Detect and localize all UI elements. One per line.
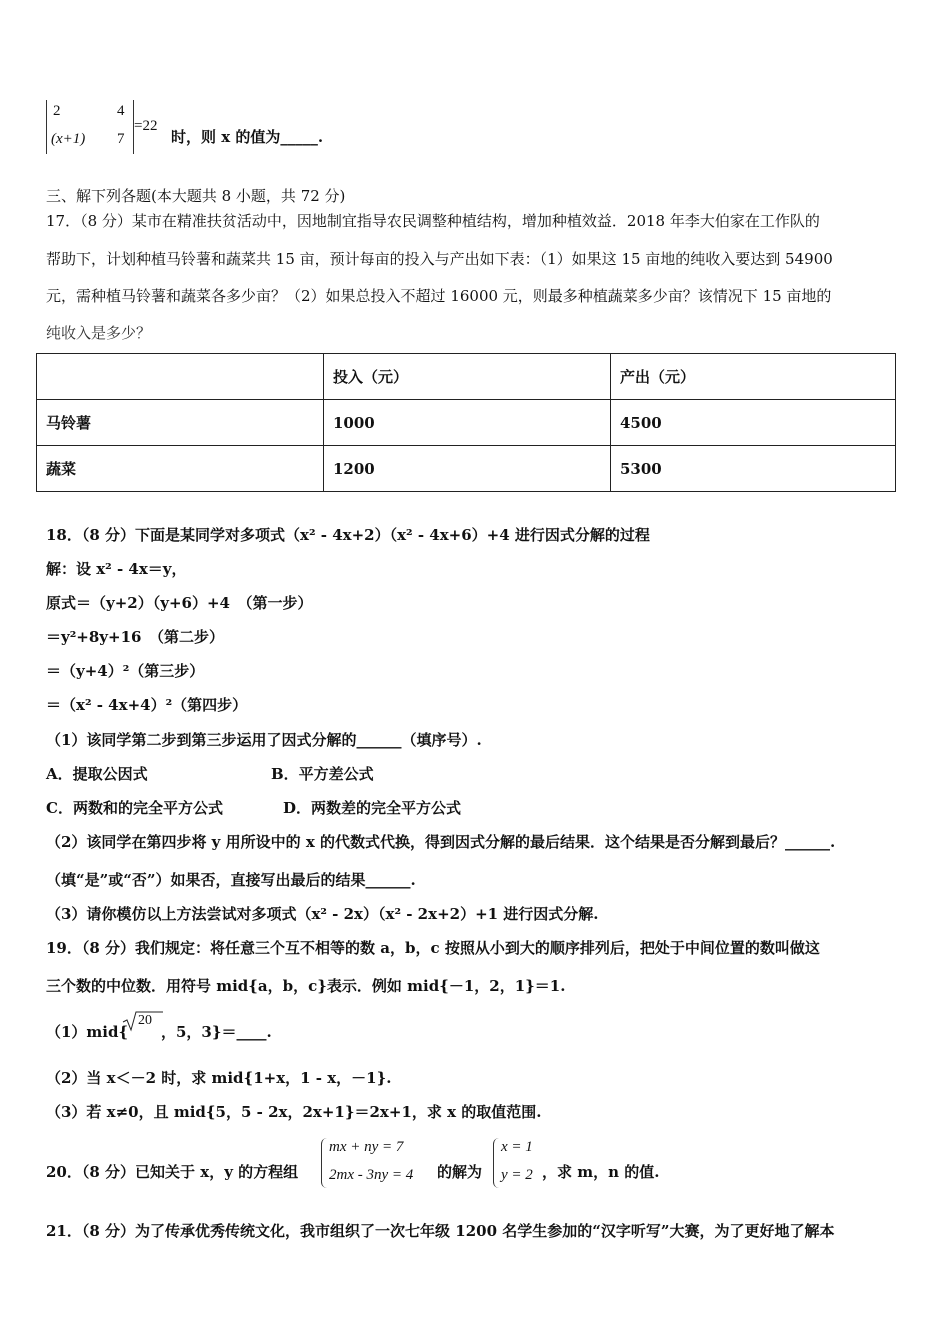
q19-line5: （3）若 x≠0，且 mid{5，5 - 2x，2x+1}＝2x+1，求 x 的取值范围. bbox=[46, 1103, 542, 1121]
q18-option-a: A．提取公因式 bbox=[46, 765, 148, 783]
table-cell: 1000 bbox=[324, 400, 611, 446]
table-cell: 5300 bbox=[611, 446, 896, 492]
table-row bbox=[37, 446, 896, 492]
q17-line2: 帮助下，计划种植马铃薯和蔬菜共 15 亩，预计每亩的投入与产出如下表：（1）如果这 15 亩地的纯收入要达到 54900 bbox=[46, 250, 833, 268]
section-title: 三、解下列各题(本大题共 8 小题，共 72 分) bbox=[46, 187, 346, 205]
q19-line3-start: （1）mid{ bbox=[46, 1023, 129, 1041]
brace-icon bbox=[493, 1138, 500, 1188]
q17-table bbox=[36, 353, 896, 492]
q18-line2: 解：设 x² - 4x＝y， bbox=[46, 560, 187, 578]
q17-line4: 纯收入是多少？ bbox=[46, 324, 152, 342]
table-header-cell: 产出（元） bbox=[611, 354, 896, 400]
q18-line5: ＝（y+4）²（第三步） bbox=[46, 662, 205, 680]
table-cell: 4500 bbox=[611, 400, 896, 446]
q18-option-d: D．两数差的完全平方公式 bbox=[283, 799, 462, 817]
table-header-cell bbox=[37, 354, 324, 400]
q18-line6: ＝（x² - 4x+4）²（第四步） bbox=[46, 696, 248, 714]
q20-sol2: y = 2 bbox=[501, 1167, 533, 1183]
q18-line1: 18．（8 分）下面是某同学对多项式（x² - 4x+2）（x² - 4x+6）+4 进行因式分解的过程 bbox=[46, 526, 650, 544]
q20-prefix: 20．（8 分）已知关于 x，y 的方程组 bbox=[46, 1163, 299, 1181]
q20-suffix: ，求 m，n 的值. bbox=[542, 1163, 660, 1181]
q18-line3: 原式＝（y+2）（y+6）+4 （第一步） bbox=[46, 594, 313, 612]
q19-line3-end: ，5，3}＝____. bbox=[161, 1023, 272, 1041]
q17-line3: 元，需种植马铃薯和蔬菜各多少亩？（2）如果总投入不超过 16000 元，则最多种植蔬菜多少亩？该情况下 15 亩地的 bbox=[46, 287, 832, 305]
q18-line8: （2）该同学在第四步将 y 用所设中的 x 的代数式代换，得到因式分解的最后结果．这个结果是否分解到最后？______. bbox=[46, 833, 836, 851]
q18-line4: ＝y²+8y+16 （第二步） bbox=[46, 628, 224, 646]
sqrt-radicand: 20 bbox=[138, 1013, 152, 1028]
det-b: 4 bbox=[117, 103, 125, 119]
det-d: 7 bbox=[117, 131, 125, 147]
q18-line10: （3）请你模仿以上方法尝试对多项式（x² - 2x）（x² - 2x+2）+1 进行因式分解. bbox=[46, 905, 599, 923]
brace-icon bbox=[321, 1138, 328, 1188]
q20-middle: 的解为 bbox=[437, 1163, 483, 1181]
det-a: 2 bbox=[53, 103, 61, 119]
q18-option-c: C．两数和的完全平方公式 bbox=[46, 799, 223, 817]
det-tail: 时，则 x 的值为_____. bbox=[171, 128, 324, 146]
det-c: (x+1) bbox=[51, 131, 86, 147]
q17-line1: 17．（8 分）某市在精准扶贫活动中，因地制宜指导农民调整种植结构，增加种植效益．2018 年李大伯家在工作队的 bbox=[46, 212, 820, 230]
q18-line9: （填“是”或“否”）如果否，直接写出最后的结果______. bbox=[46, 871, 416, 889]
q18-option-b: B．平方差公式 bbox=[271, 765, 374, 783]
table-header-cell: 投入（元） bbox=[324, 354, 611, 400]
q19-line4: （2）当 x＜－2 时，求 mid{1+x，1 - x，－1}. bbox=[46, 1069, 392, 1087]
det-rhs: =22 bbox=[134, 118, 158, 134]
table-cell: 马铃薯 bbox=[37, 400, 324, 446]
table-header-row bbox=[37, 354, 896, 400]
q19-line2: 三个数的中位数．用符号 mid{a，b，c}表示．例如 mid{－1，2，1}＝1. bbox=[46, 977, 566, 995]
q21-line1: 21．（8 分）为了传承优秀传统文化，我市组织了一次七年级 1200 名学生参加的“汉字听写”大赛，为了更好地了解本 bbox=[46, 1222, 835, 1240]
q19-line1: 19．（8 分）我们规定：将任意三个互不相等的数 a，b，c 按照从小到大的顺序排列后，把处于中间位置的数叫做这 bbox=[46, 939, 820, 957]
q20-eq2: 2mx - 3ny = 4 bbox=[329, 1167, 414, 1183]
table-cell: 蔬菜 bbox=[37, 446, 324, 492]
q20-sol1: x = 1 bbox=[501, 1139, 533, 1155]
table-cell: 1200 bbox=[324, 446, 611, 492]
q18-line7: （1）该同学第二步到第三步运用了因式分解的______（填序号）. bbox=[46, 731, 482, 749]
table-row bbox=[37, 400, 896, 446]
determinant bbox=[46, 100, 134, 154]
q20-eq1: mx + ny = 7 bbox=[329, 1139, 404, 1155]
